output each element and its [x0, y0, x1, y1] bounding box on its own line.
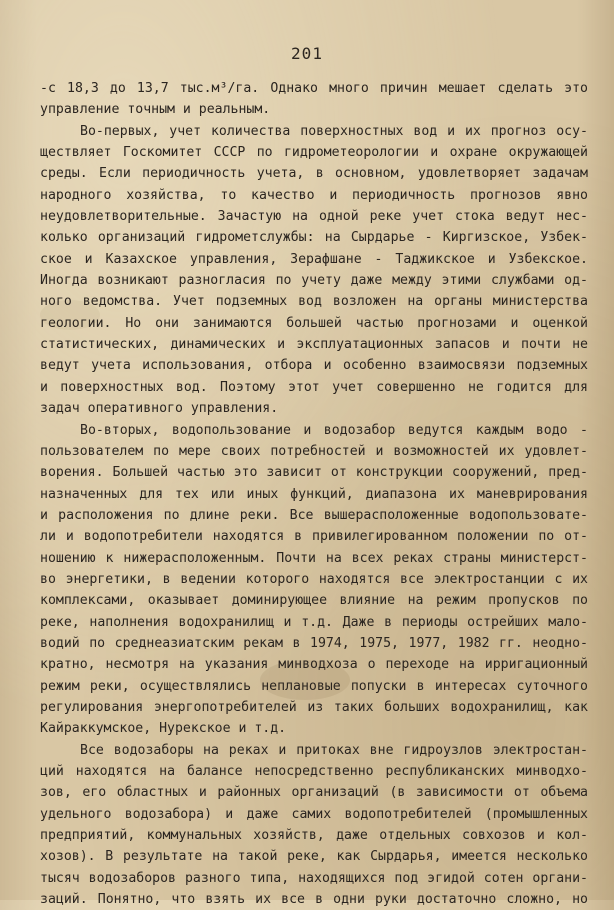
text-line: реке, наполнения водохранилищ и т.д. Даже в периоды острейших мало-: [40, 614, 588, 630]
page-number: 201: [291, 44, 323, 63]
body-text: [40, 78, 588, 910]
text-line: пользователем по мере своих потребностей и возможностей их удовлет-: [40, 443, 588, 459]
text-line: задач оперативного управления.: [40, 401, 279, 417]
text-line: назначенных для тех или иных функций, диапазона их маневрирования: [40, 486, 588, 502]
text-line: геологии. Но они занимаются большей частью прогнозами и оценкой: [40, 315, 588, 331]
text-line: режим реки, осуществлялись неплановые попуски в интересах суточного: [40, 678, 588, 694]
text-line: удельного водозабора) и даже самих водопотребителей (промышленных: [40, 806, 588, 822]
text-line: Во-первых, учет количества поверхностных вод и их прогноз осу-: [80, 123, 588, 139]
text-line: кратно, несмотря на указания минводхоза о переходе на ирригационный: [40, 657, 588, 673]
text-line: среды. Если периодичность учета, в основном, удовлетворяет задачам: [40, 166, 588, 182]
text-line: Кайраккумское, Нурекское и т.д.: [40, 721, 287, 737]
text-line: тысяч водозаборов разного типа, находящихся под эгидой сотен органи-: [40, 870, 588, 886]
text-line: предприятий, коммунальных хозяйств, даже отдельных совхозов и кол-: [40, 828, 588, 844]
text-line: ществляет Госкомитет СССР по гидрометеорологии и охране окружающей: [40, 145, 588, 161]
text-line: статистических, динамических и эксплуатационных запасов и почти не: [40, 337, 588, 353]
text-line: управление точным и реальным.: [40, 102, 271, 118]
text-line: регулирования энергопотребителей из таких больших водохранилищ, как: [40, 699, 588, 715]
text-line: ли и водопотребители находятся в привилегированном положении по от-: [40, 529, 588, 545]
text-line: Иногда возникают разногласия по учету даже между этими службами од-: [40, 273, 588, 289]
text-line: комплексами, оказывает доминирующее влияние на режим пропусков по: [40, 593, 588, 609]
text-line: хозов). В результате на такой реке, как Сырдарья, имеется несколько: [40, 849, 588, 865]
text-line: ворения. Большей частью это зависит от конструкции сооружений, пред-: [40, 465, 588, 481]
text-line: -с 18,3 до 13,7 тыс.м³/га. Однако много причин мешает сделать это: [40, 81, 588, 96]
text-line: ведут учета использования, отбора и особенно взаимосвязи подземных: [40, 358, 588, 374]
text-line: и расположения по длине реки. Все вышерасположенные водопользовате-: [40, 507, 588, 523]
text-line: заций. Понятно, что взять их все в одни руки достаточно сложно, но: [40, 892, 588, 908]
text-line: водий по среднеазиатским рекам в 1974, 1975, 1977, 1982 гг. неодно-: [40, 635, 588, 651]
text-line: Во-вторых, водопользование и водозабор ведутся каждым водо -: [80, 422, 588, 438]
text-line: ношению к нижерасположенным. Почти на всех реках страны министерст-: [40, 550, 588, 566]
text-line: неудовлетворительные. Зачастую на одной реке учет стока ведут нес-: [40, 209, 588, 225]
text-line: ское и Казахское управления, Зерафшане - Таджикское и Узбекское.: [40, 251, 588, 267]
text-line: ций находятся на балансе непосредственно республиканских минводхо-: [40, 764, 588, 779]
text-line: Все водозаборы на реках и притоках вне гидроузлов электростан-: [80, 742, 588, 758]
text-line: зов, его областных и районных организаций (в зависимости от объема: [40, 785, 588, 801]
text-line: народного хозяйства, то качество и периодичность прогнозов явно: [40, 187, 588, 203]
text-line: колько организаций гидрометслужбы: на Сырдарье - Киргизское, Узбек-: [40, 230, 588, 246]
text-line: во энергетики, в ведении которого находятся все электростанции с их: [40, 571, 588, 587]
text-line: ного ведомства. Учет подземных вод возложен на органы министерства: [40, 294, 588, 310]
text-line: и поверхностных вод. Поэтому этот учет совершенно не годится для: [40, 379, 588, 395]
